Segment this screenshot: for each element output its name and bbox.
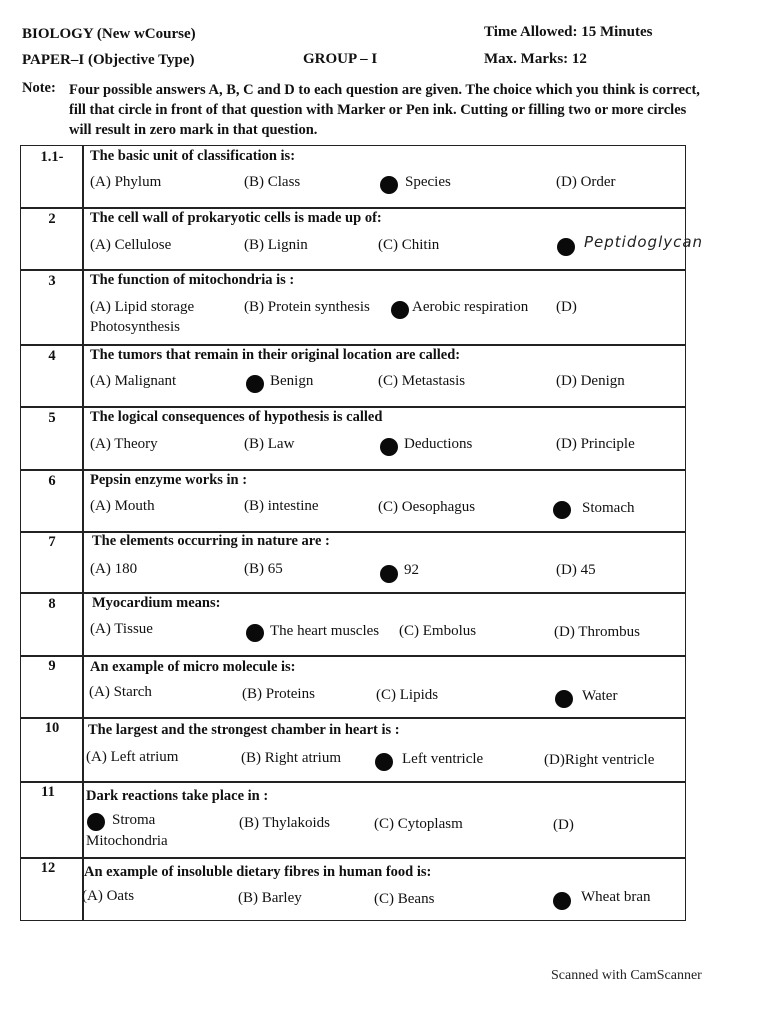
option-b[interactable]: (B) intestine: [244, 498, 319, 514]
option-a[interactable]: (A) 180: [90, 561, 138, 577]
option-d-continued: Mitochondria: [86, 833, 168, 849]
option-c[interactable]: (C) Oesophagus: [378, 499, 476, 515]
option-d[interactable]: Stomach: [582, 500, 635, 516]
option-a[interactable]: (A) Tissue: [90, 621, 153, 637]
option-a[interactable]: (A) Cellulose: [90, 237, 172, 253]
question-number: 4: [48, 348, 56, 364]
option-a[interactable]: (A) Lipid storage: [90, 299, 195, 315]
handwritten-answer: Peptidoglycan: [584, 233, 704, 251]
option-b[interactable]: (B) Class: [244, 174, 301, 190]
option-a[interactable]: Stroma: [112, 812, 156, 828]
question-text: The logical consequences of hypothesis is called: [90, 409, 383, 425]
filled-answer-bubble[interactable]: [246, 624, 264, 642]
question-number: 2: [48, 211, 56, 227]
question-text: An example of insoluble dietary fibres in human food is:: [84, 864, 432, 880]
option-d[interactable]: Wheat bran: [581, 889, 651, 905]
option-b[interactable]: (B) Thylakoids: [239, 815, 330, 831]
option-d[interactable]: (D) Principle: [556, 436, 635, 452]
option-c[interactable]: (C) Metastasis: [378, 373, 466, 389]
option-c[interactable]: (C) Chitin: [378, 237, 440, 253]
filled-answer-bubble[interactable]: [380, 438, 398, 456]
question-text: The basic unit of classification is:: [90, 148, 296, 164]
option-b[interactable]: (B) 65: [244, 561, 283, 577]
option-c[interactable]: (C) Beans: [374, 891, 435, 907]
option-a[interactable]: (A) Malignant: [90, 373, 177, 389]
question-number: 7: [48, 534, 56, 550]
filled-answer-bubble[interactable]: [555, 690, 573, 708]
option-a[interactable]: (A) Left atrium: [86, 749, 179, 765]
option-b[interactable]: (B) Lignin: [244, 237, 308, 253]
row-divider: [20, 406, 686, 408]
option-c[interactable]: (C) Embolus: [399, 623, 477, 639]
note-label: Note:: [22, 80, 56, 96]
option-d[interactable]: (D) Order: [556, 174, 616, 190]
max-marks: Max. Marks: 12: [484, 51, 587, 67]
note-text: Four possible answers A, B, C and D to each question are given. The choice which you think is correct, fill that circle in front of that question with Marker or Pen ink. Cutting or filling two or more circles will result in zero mark in that question.: [69, 82, 700, 138]
option-b[interactable]: (B) Right atrium: [241, 750, 341, 766]
question-text: Pepsin enzyme works in :: [90, 472, 248, 488]
option-c[interactable]: Aerobic respiration: [412, 299, 529, 315]
option-d[interactable]: (D) Thrombus: [554, 624, 640, 640]
question-text: The tumors that remain in their original location are called:: [90, 347, 461, 363]
question-number: 6: [48, 473, 56, 489]
option-d[interactable]: (D)Right ventricle: [544, 752, 655, 768]
time-allowed: Time Allowed: 15 Minutes: [484, 24, 653, 40]
scanner-watermark: Scanned with CamScanner: [551, 968, 702, 983]
option-d-continued: Photosynthesis: [90, 319, 181, 335]
row-divider: [20, 857, 686, 859]
option-a[interactable]: (A) Starch: [89, 684, 152, 700]
filled-answer-bubble[interactable]: [380, 176, 398, 194]
row-divider: [20, 344, 686, 346]
filled-answer-bubble[interactable]: [375, 753, 393, 771]
option-a[interactable]: (A) Mouth: [90, 498, 155, 514]
row-divider: [20, 207, 686, 209]
question-number: 3: [48, 273, 56, 289]
option-c[interactable]: (C) Cytoplasm: [374, 816, 463, 832]
question-text: The cell wall of prokaryotic cells is made up of:: [90, 210, 382, 226]
question-text: The largest and the strongest chamber in heart is :: [88, 722, 400, 738]
option-d[interactable]: (D) 45: [556, 562, 596, 578]
option-b[interactable]: (B) Protein synthesis: [244, 299, 370, 315]
paper-type: PAPER–I (Objective Type): [22, 52, 195, 68]
filled-answer-bubble[interactable]: [553, 501, 571, 519]
question-number: 10: [44, 720, 60, 736]
filled-answer-bubble[interactable]: [553, 892, 571, 910]
question-text: The function of mitochondria is :: [90, 272, 295, 288]
row-divider: [20, 269, 686, 271]
question-number: 5: [48, 410, 56, 426]
filled-answer-bubble[interactable]: [557, 238, 575, 256]
row-divider: [20, 655, 686, 657]
option-d[interactable]: (D): [553, 817, 574, 833]
question-text: Dark reactions take place in :: [86, 788, 269, 804]
option-b[interactable]: (B) Barley: [238, 890, 302, 906]
question-number: 11: [41, 784, 55, 800]
row-divider: [20, 469, 686, 471]
option-a[interactable]: (A) Phylum: [90, 174, 162, 190]
option-c[interactable]: 92: [404, 562, 419, 578]
column-divider: [82, 145, 84, 921]
option-b[interactable]: Benign: [270, 373, 314, 389]
question-number: 1.1-: [40, 149, 64, 165]
option-c[interactable]: Species: [405, 174, 451, 190]
option-d[interactable]: (D) Denign: [556, 373, 625, 389]
option-d[interactable]: Water: [582, 688, 618, 704]
group-label: GROUP – I: [303, 51, 378, 67]
option-b[interactable]: (B) Proteins: [242, 686, 315, 702]
filled-answer-bubble[interactable]: [87, 813, 105, 831]
question-text: Myocardium means:: [92, 595, 221, 611]
option-c[interactable]: Left ventricle: [402, 751, 484, 767]
question-text: The elements occurring in nature are :: [92, 533, 330, 549]
option-b[interactable]: (B) Law: [244, 436, 295, 452]
question-number: 8: [48, 596, 56, 612]
row-divider: [20, 592, 686, 594]
option-c[interactable]: Deductions: [404, 436, 473, 452]
row-divider: [20, 781, 686, 783]
option-a[interactable]: (A) Oats: [82, 888, 135, 904]
question-text: An example of micro molecule is:: [90, 659, 296, 675]
question-number: 9: [48, 658, 56, 674]
option-d[interactable]: (D): [556, 299, 577, 315]
subject-title: BIOLOGY (New wCourse): [22, 26, 196, 42]
row-divider: [20, 717, 686, 719]
option-b[interactable]: The heart muscles: [270, 623, 380, 639]
option-c[interactable]: (C) Lipids: [376, 687, 439, 703]
option-a[interactable]: (A) Theory: [90, 436, 158, 452]
filled-answer-bubble[interactable]: [380, 565, 398, 583]
filled-answer-bubble[interactable]: [391, 301, 409, 319]
filled-answer-bubble[interactable]: [246, 375, 264, 393]
question-number: 12: [40, 860, 56, 876]
